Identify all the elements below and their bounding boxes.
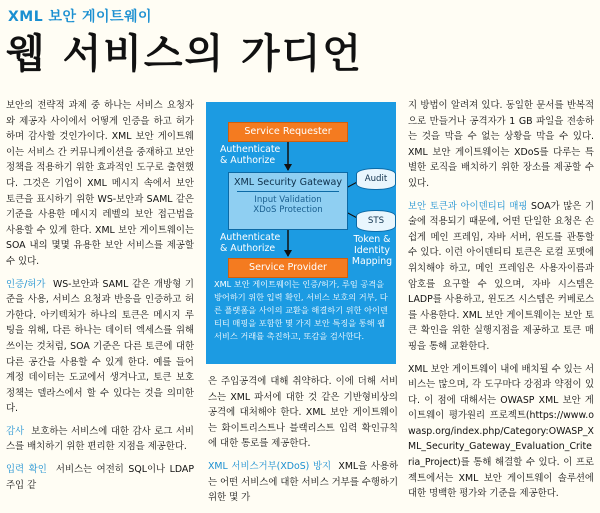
column-1 (6, 98, 194, 500)
auth-label-line: Authenticate (220, 144, 281, 155)
keyword: 입력 확인 (6, 464, 47, 476)
paragraph (208, 459, 398, 506)
keyword: 보안 토큰과 아이덴티티 매핑 (408, 200, 528, 212)
sts-caption-line: Identity (354, 245, 390, 256)
paragraph: XML 보안 게이트웨이 내에 배치될 수 있는 서비스는 많으며, 각 도구마다 강점과 약점이 있다. 이 점에 대해서는 OWASP XML 보안 게이트웨이 평가원리 프로젝트(https://www.owasp.org/index.php/Category:OWASP_XML_Security_Gateway_Evaluation_Criteria_Project)를 통해 해결할 수 있다. 이 프로젝트에서는 XML 보안 게이트웨이 솔루션에 대한 명백한 평가와 기준을 제공한다. (408, 363, 594, 500)
service-provider-box: Service Provider (228, 258, 348, 278)
column-3 (408, 98, 594, 509)
gateway-figure (206, 102, 396, 364)
sts-cylinder (356, 210, 396, 232)
sts-caption-line: Mapping (351, 256, 393, 267)
keyword: 인증/허가 (6, 278, 46, 290)
auth-label-top (220, 144, 280, 166)
paragraph-text: 서비스는 여전히 SQL이나 LDAP 주입 같 (6, 464, 194, 491)
column-2 (208, 374, 398, 513)
auth-label-line: Authenticate (220, 232, 281, 243)
paragraph-text: XML을 사용하는 어떤 서비스에 대한 서비스 거부를 수행하기 위한 몇 가 (208, 460, 398, 504)
paragraph (408, 199, 594, 355)
auth-label-line: & Authorize (220, 243, 276, 254)
paragraph-text: SOA가 많은 기술에 적용되기 때문에, 어떤 단일한 요청은 손쉽게 메인 프레임, 자바 서버, 윈도를 관통할 수 있다. 이런 아이덴티티 토큰은 로컬 포맷에 위치해야 하고, 메인 프레임은 사용자이름과 암호를 요구할 수 있으며, 자바 시스템은 LADP를 사용하고, 윈도즈 시스템은 커베로스를 사용한다. XML 보안 게이트웨이는 보안 토큰 확인을 위한 실행지점을 제공하고 토큰 매핑을 통해 교환한다. (408, 200, 595, 352)
service-requester-box: Service Requester (228, 122, 348, 142)
keyword: 감사 (6, 425, 25, 437)
paragraph (6, 462, 194, 493)
auth-label-bottom (220, 232, 280, 254)
audit-cylinder (356, 168, 396, 190)
paragraph: 보안의 전략적 과제 중 하나는 서비스 요청자와 제공자 사이에서 어떻게 인증을 하고 허가하며 감사할 것인가이다. XML 보안 게이트웨이는 서비스 간 커뮤니케이션을 중재하고 보안 정책을 적용하기 위한 효과적인 도구로 출현했다. 그것은 기업이 XML 메시지 속에서 보안 토큰을 표시하기 위한 WS-보안과 SAML 같은 기준을 사용한 메시지 레벨의 보안 접근법을 사용할 수 있게 한다. XML 보안 게이트웨이는 SOA 내의 몇몇 유용한 보안 서비스를 제공할 수 있다. (6, 100, 194, 267)
sts-label: STS (367, 216, 385, 226)
paragraph-text: 보호하는 서비스에 대한 감사 로그 서비스를 배치하기 위한 편리한 지점을 제공한다. (6, 425, 194, 453)
paragraph: 지 방법이 알려져 있다. 동일한 문서를 반복적으로 만들거나 공격자가 1 GB 파일을 전송하는 것을 막을 수 없는 상황을 막을 수 있다. XML 보안 게이트웨이는 XDoS를 다루는 특별한 로직을 배치하기 위한 장소를 제공할 수 있다. (408, 100, 594, 189)
sts-caption-line: Token & (353, 234, 391, 245)
gateway-box (228, 172, 348, 230)
kicker: XML 보안 게이트웨이 (8, 9, 153, 25)
gateway-title: XML Security Gateway (233, 177, 343, 188)
gateway-line-1: Input Validation (254, 195, 322, 205)
paragraph (6, 424, 194, 455)
page-title: 웹 서비스의 가디언 (6, 31, 363, 77)
auth-label-line: & Authorize (220, 155, 276, 166)
paragraph: 은 주입공격에 대해 취약하다. 이에 더해 서비스는 XML 파서에 대한 것 같은 기반형비상의 공격에 대처해야 한다. XML 보안 게이트웨이는 화이트리스트나 블랙리스트 입력 확인규칙에 대한 통로를 제공한다. (208, 376, 398, 450)
paragraph-text: WS-보안과 SAML 같은 개방형 기준을 사용, 서비스 요청과 반응을 인증하고 허가한다. 아키텍처가 하나의 토큰은 메시지 루팅을 위해, 다른 하나는 데이터 엑세스를 위해 쓰이는 것처럼, SOA 기준은 다른 토큰에 대한 다른 공간을 사용할 수 있게 한다. 예를 들어 계정 데이터는 도교에서 생겨나고, 토큰 보호 정책는 델라스에서 할 수 있다는 것을 의미한다. (6, 278, 194, 415)
gateway-line-2: XDoS Protection (253, 205, 323, 215)
sts-caption (350, 234, 394, 267)
paragraph (6, 277, 194, 417)
keyword: XML 서비스거부(XDoS) 방지 (208, 460, 332, 472)
audit-label: Audit (364, 174, 388, 184)
figure-caption: XML 보안 게이트웨이는 인증/허가, 루임 공격을 방어하기 위한 입력 확인, 서비스 보호의 거부, 다른 플랫폼을 사이의 교환을 해결하기 위한 아이덴티티 매핑을 포함한 몇 가지 보안 특징을 통해 웹 서비스 거래를 촉진하고, 또감을 검사한다. (214, 279, 388, 341)
